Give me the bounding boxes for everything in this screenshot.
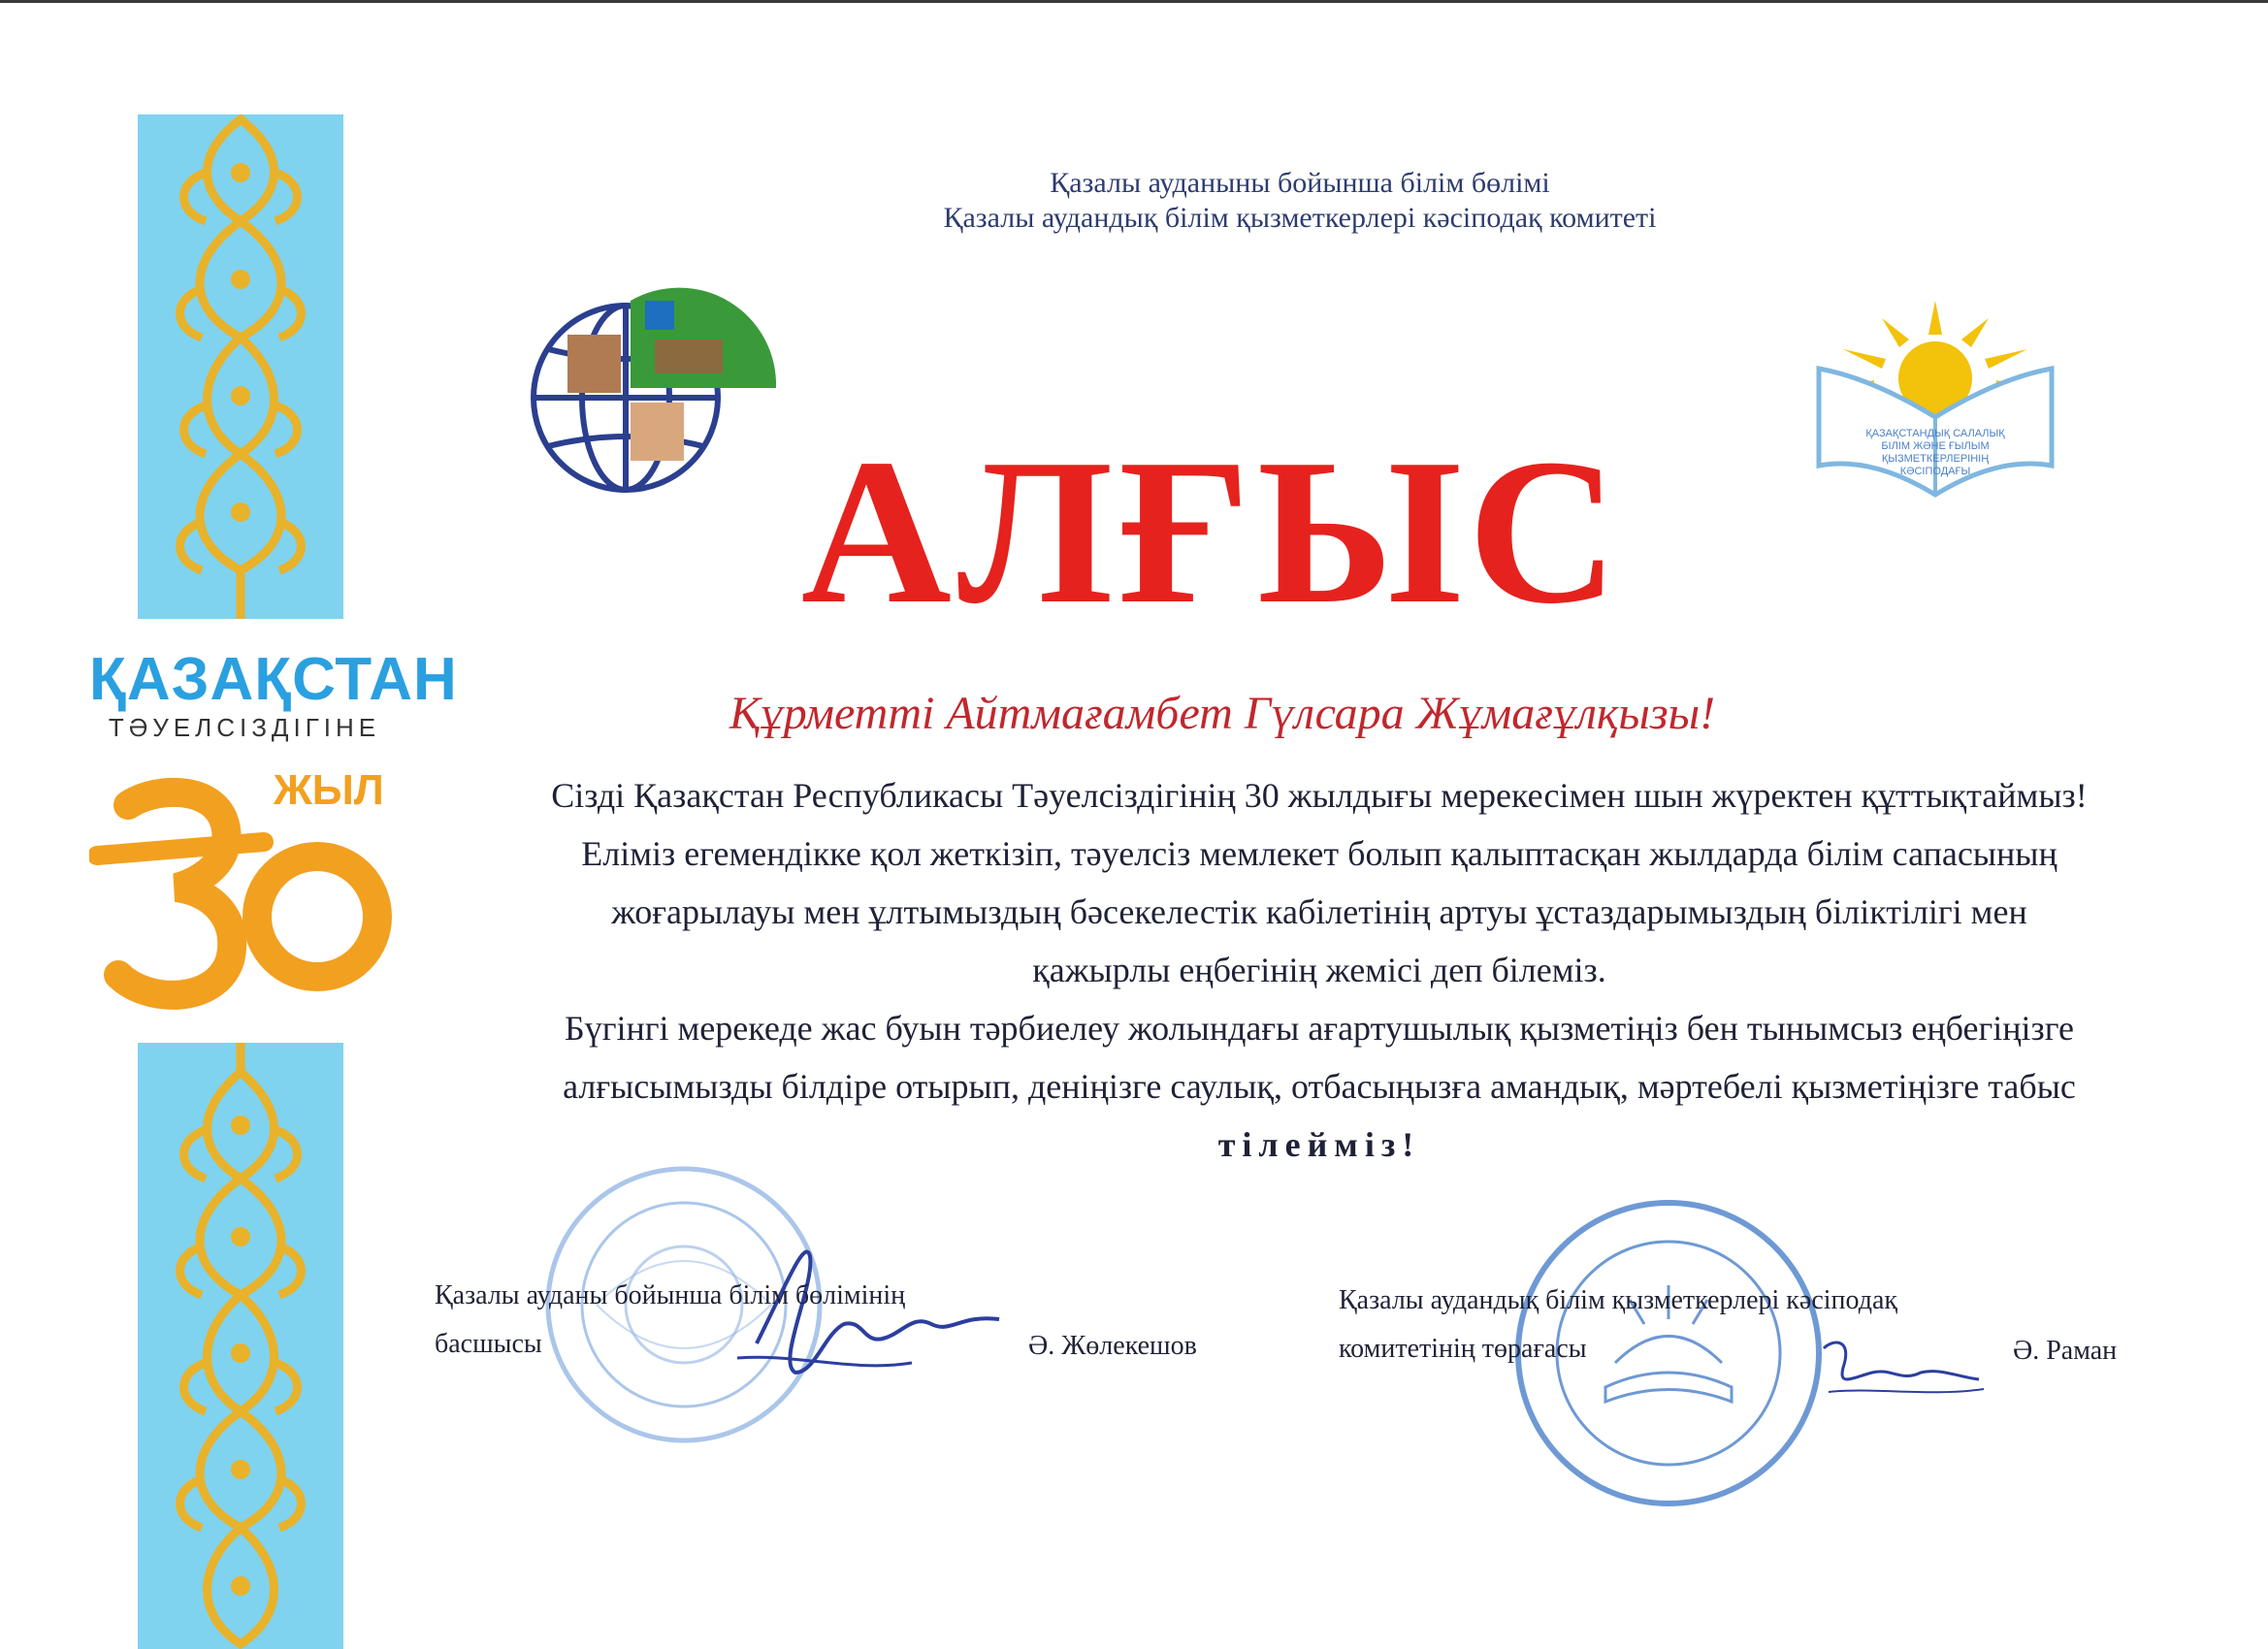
emblem-country-text: ҚАЗАҚСТАН	[89, 646, 458, 713]
emblem-subtitle-text: ТӘУЕЛСІЗДІГІНЕ	[108, 713, 381, 742]
body-line: Сізді Қазақстан Республикасы Тәуелсіздігінің 30 жылдығы мерекесімен шын жүректен құттықтаймыз!	[551, 776, 2088, 815]
signature-right-icon	[1814, 1329, 1989, 1406]
kazakh-ornament-icon	[138, 1043, 343, 1649]
header-line-2: Қазалы аудандық білім қызметкерлері кәсіподақ комитеті	[943, 202, 1657, 234]
left-signatory-name: Ә. Жөлекешов	[1028, 1331, 1197, 1361]
number-30-icon	[89, 766, 400, 1018]
body-line: жоғарылауы мен ұлтымыздың бәсекелестік кабілетінің артуы ұстаздарымыздың біліктілігі мен	[611, 892, 2027, 931]
right-signatory-position-2: комитетінің төрағасы	[1339, 1334, 1587, 1364]
right-signatory-position: Қазалы аудандық білім қызметкерлері кәсіподақ	[1339, 1285, 1897, 1315]
header-line-1: Қазалы ауданыны бойынша білім бөлімі	[1050, 167, 1550, 199]
trade-union-logo-icon	[1804, 301, 2066, 509]
top-border-line	[0, 0, 2268, 3]
certificate-body	[446, 766, 2192, 1174]
left-signatory-position: Қазалы ауданы бойынша білім бөлімінің	[435, 1280, 906, 1310]
body-line: алғысымызды білдіре отырып, деніңізге саулық, отбасыңызға амандық, мәртебелі қызметіңізге табыс	[563, 1067, 2076, 1106]
right-signatory-name: Ә. Раман	[2013, 1336, 2118, 1366]
trade-union-logo-line: БІЛІМ ЖӘНЕ ҒЫЛЫМ	[1881, 440, 1990, 452]
left-signatory-position-2: басшысы	[435, 1329, 542, 1359]
body-line: Бүгінгі мерекеде жас буын тәрбиелеу жолындағы ағартушылық қызметіңіз бен тынымсыз еңбегіңізге	[565, 1009, 2074, 1048]
emblem-year-word: ЖЫЛ	[274, 766, 384, 814]
trade-union-logo-line: ҚАЗАҚСТАНДЫҚ САЛАЛЫҚ	[1865, 428, 2005, 439]
ornament-stripe-top	[138, 114, 343, 619]
recipient-greeting: Құрметті Айтмағамбет Гүлсара Жұмағұлқызы!	[729, 688, 1716, 739]
trade-union-logo-line: КӘСІПОДАҒЫ	[1899, 466, 1971, 477]
body-line: қажырлы еңбегінің жемісі деп білеміз.	[1032, 951, 1606, 989]
kazakh-ornament-icon	[138, 114, 343, 619]
body-line-closing: тілейміз!	[1217, 1125, 1421, 1164]
certificate-title: АЛҒЫС	[800, 415, 1625, 647]
ornament-stripe-bottom	[138, 1043, 343, 1649]
trade-union-logo-line: ҚЫЗМЕТКЕРЛЕРІНІҢ	[1881, 453, 1990, 465]
body-line: Еліміз егемендікке қол жеткізіп, тәуелсіз мемлекет болып қалыптасқан жылдарда білім сапасының	[581, 834, 2057, 873]
